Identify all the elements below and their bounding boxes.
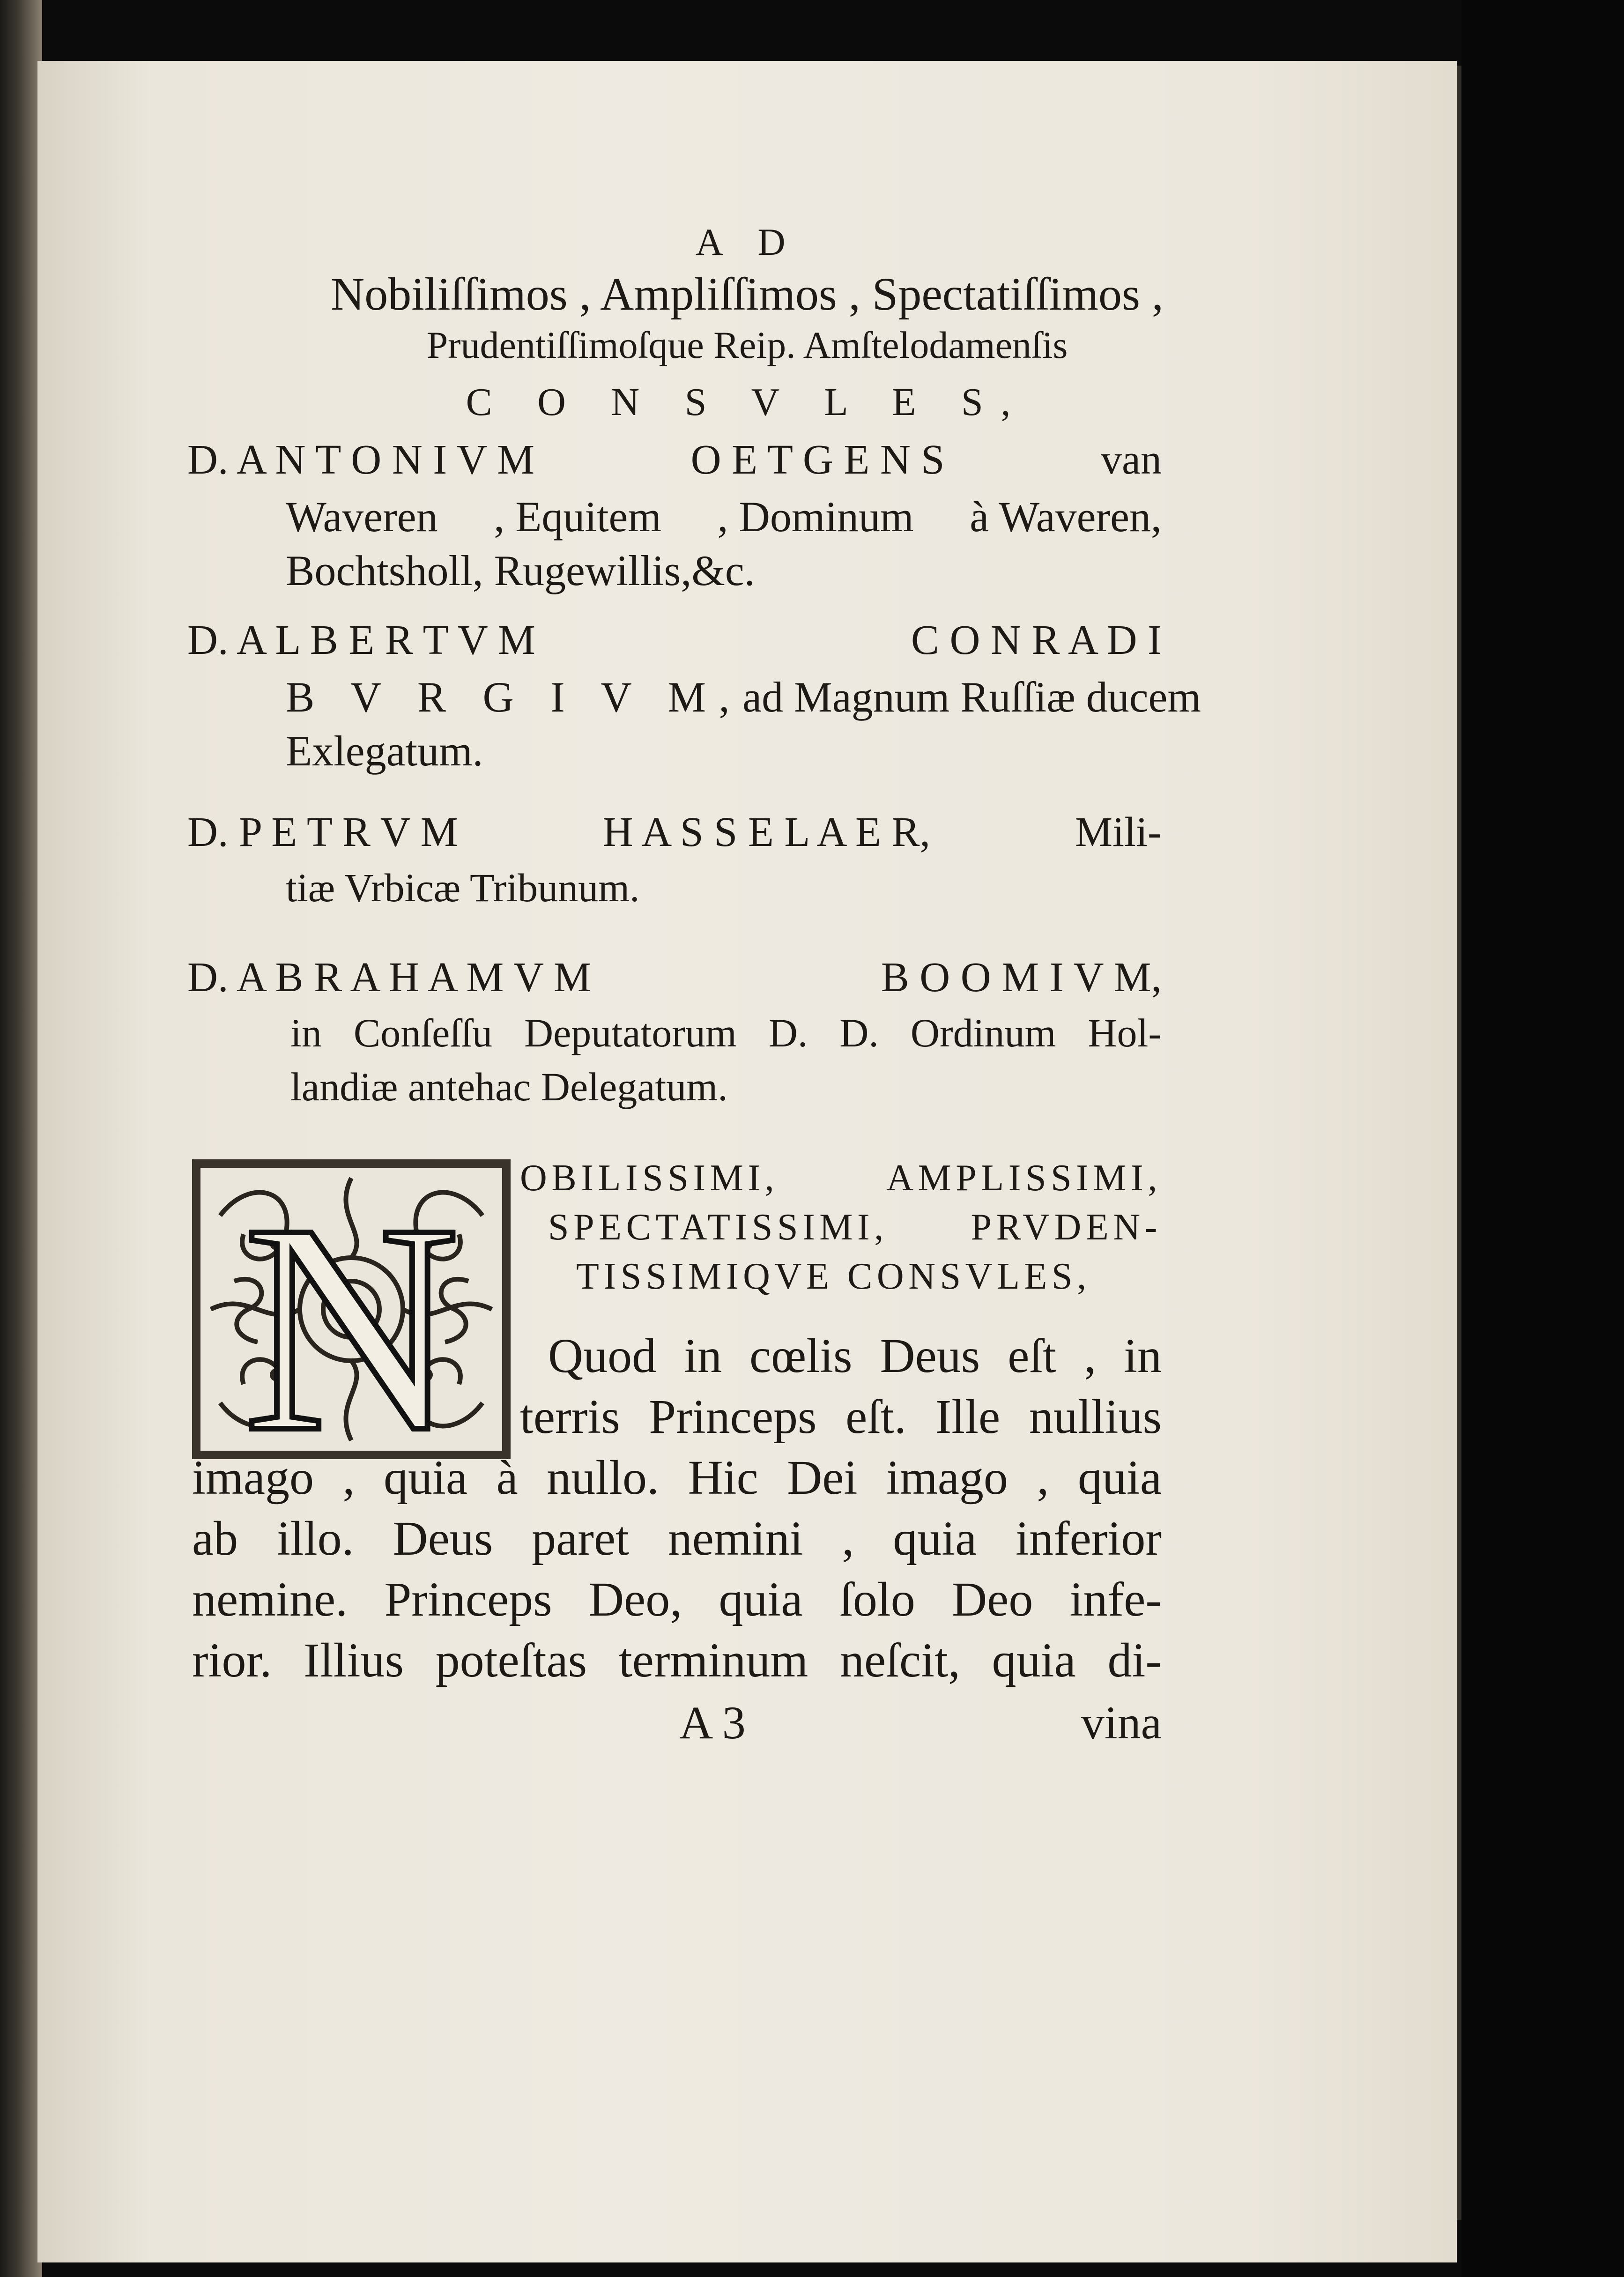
consul-3-suffix: Mili- <box>1075 809 1162 855</box>
decorated-initial-n <box>192 1159 511 1459</box>
consul-3-name: D. P E T R V M <box>187 809 458 855</box>
consul-4-surname: B O O M I V M, <box>881 954 1162 1001</box>
address-line-2: SPECTATISSIMI, PRVDEN- <box>548 1207 1162 1248</box>
consul-1-name: D. A N T O N I V M <box>187 437 535 483</box>
consul-1-suffix: van <box>1101 437 1162 483</box>
consul-2-title-line <box>286 672 1201 722</box>
heading-ad: A D <box>695 221 799 263</box>
signature-mark: A 3 <box>679 1697 746 1749</box>
consul-1-title-part: Waveren <box>286 493 438 541</box>
consul-4-name: D. A B R A H A M V M <box>187 954 592 1001</box>
consul-1-name-line <box>187 436 1162 484</box>
consul-2-name-line <box>187 616 1162 664</box>
consul-1-title-part: , Dominum <box>717 493 914 541</box>
body-line-3: imago , quia à nullo. Hic Dei imago , quia <box>192 1451 1162 1505</box>
body-line-5: nemine. Princeps Deo, quia ſolo Deo infe- <box>192 1572 1162 1626</box>
catchword: vina <box>1081 1697 1162 1749</box>
consul-1-title-line <box>286 492 1162 541</box>
body-line-4: ab illo. Deus paret nemini , quia inferior <box>192 1512 1162 1565</box>
consul-3-title-line: tiæ Vrbicæ Tribunum. <box>286 865 640 910</box>
address-line-3: TISSIMIQVE CONSVLES, <box>576 1256 1091 1297</box>
heading-line-1: Nobiliſſimos , Ampliſſimos , Spectatiſſimos , <box>331 268 1164 320</box>
consul-4-title-line-2: landiæ antehac Delegatum. <box>290 1064 728 1109</box>
consul-4-name-line <box>187 953 1162 1001</box>
consul-1-title-part: à Waveren, <box>970 493 1162 541</box>
address-line-1: OBILISSIMI, AMPLISSIMI, <box>520 1157 1162 1199</box>
heading-consules: C O N S V L E S, <box>466 380 1029 424</box>
consul-2-surname: C O N R A D I <box>911 617 1162 663</box>
book-page <box>37 61 1457 2262</box>
consul-2-name: D. A L B E R T V M <box>187 617 535 663</box>
consul-1-title-line-2: Bochtsholl, Rugewillis,&c. <box>286 547 755 594</box>
consul-2-title-part: ad Magnum Ruſſiæ ducem <box>742 673 1201 721</box>
consul-3-name-line <box>187 808 1162 856</box>
heading-line-2: Prudentiſſimoſque Reip. Amſtelodamenſis <box>426 324 1068 366</box>
consul-2-title-line-2: Exlegatum. <box>286 727 483 775</box>
initial-letter: N <box>243 1162 460 1459</box>
consul-3-surname: H A S S E L A E R, <box>602 809 931 855</box>
consul-4-title-line: in Conſeſſu Deputatorum D. D. Ordinum Hol- <box>290 1010 1162 1055</box>
background-right <box>1461 0 1624 2277</box>
left-page-edge <box>0 0 42 2277</box>
consul-1-surname: O E T G E N S <box>690 437 945 483</box>
body-line-1: Quod in cœlis Deus eſt , in <box>548 1329 1162 1383</box>
body-line-6: rior. Illius poteſtas terminum neſcit, quia di- <box>192 1633 1162 1687</box>
body-line-2: terris Princeps eſt. Ille nullius <box>520 1390 1162 1444</box>
consul-2-title-part: B V R G I V M, <box>286 673 743 721</box>
consul-1-title-part: , Equitem <box>494 493 661 541</box>
